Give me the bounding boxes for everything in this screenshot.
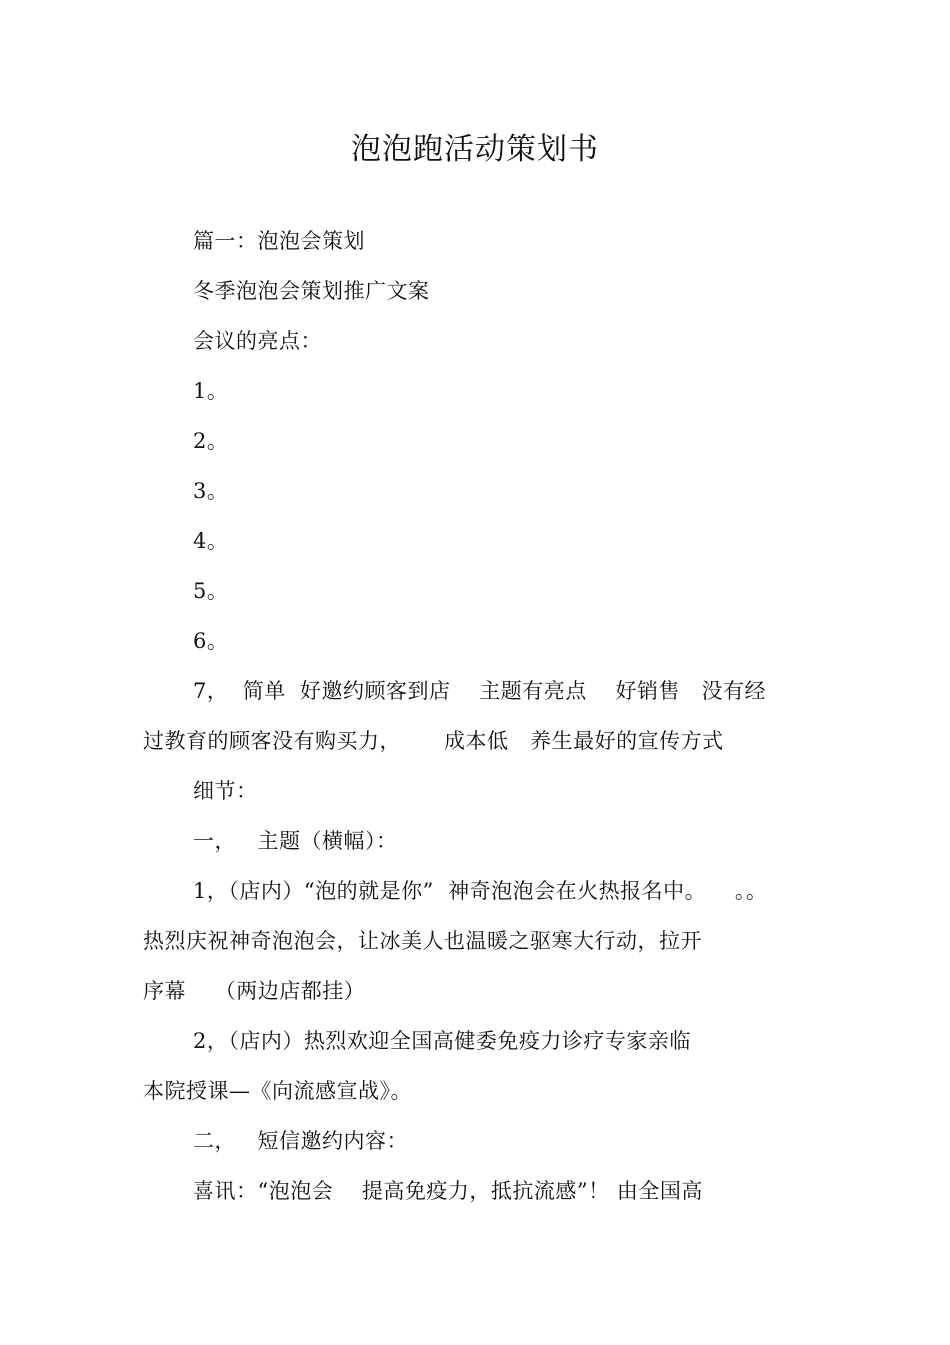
- list-item: 6。: [193, 629, 229, 653]
- list-item: 4。: [193, 529, 229, 553]
- section-heading: 一， 主题（横幅）：: [193, 829, 398, 853]
- paragraph-line: 序幕 （两边店都挂）: [143, 979, 366, 1003]
- list-item: 3。: [193, 479, 229, 503]
- list-item: 2。: [193, 429, 229, 453]
- highlights-heading: 会议的亮点：: [193, 329, 322, 353]
- paragraph-line: 本院授课—《向流感宣战》。: [143, 1079, 412, 1103]
- document-title: 泡泡跑活动策划书: [351, 132, 599, 167]
- paragraph-line: 2，（店内）热烈欢迎全国高健委免疫力诊疗专家亲临: [193, 1029, 691, 1053]
- section-heading: 二， 短信邀约内容：: [193, 1129, 409, 1153]
- paragraph-line: 热烈庆祝神奇泡泡会，让冰美人也温暖之驱寒大行动，拉开: [143, 929, 702, 953]
- paragraph-line: 7， 简单 好邀约顾客到店 主题有亮点 好销售 没有经: [193, 679, 766, 703]
- section-heading: 篇一：泡泡会策划: [193, 229, 365, 253]
- paragraph-line: 过教育的顾客没有购买力， 成本低 养生最好的宣传方式: [143, 729, 724, 753]
- paragraph-line: 喜讯：“泡泡会 提高免疫力，抵抗流感”！ 由全国高: [193, 1179, 703, 1203]
- details-heading: 细节：: [193, 779, 258, 803]
- list-item: 1。: [193, 379, 229, 403]
- subtitle-line: 冬季泡泡会策划推广文案: [193, 279, 430, 303]
- list-item: 5。: [193, 579, 229, 603]
- paragraph-line: 1，（店内）“泡的就是你” 神奇泡泡会在火热报名中。 。。: [193, 879, 768, 903]
